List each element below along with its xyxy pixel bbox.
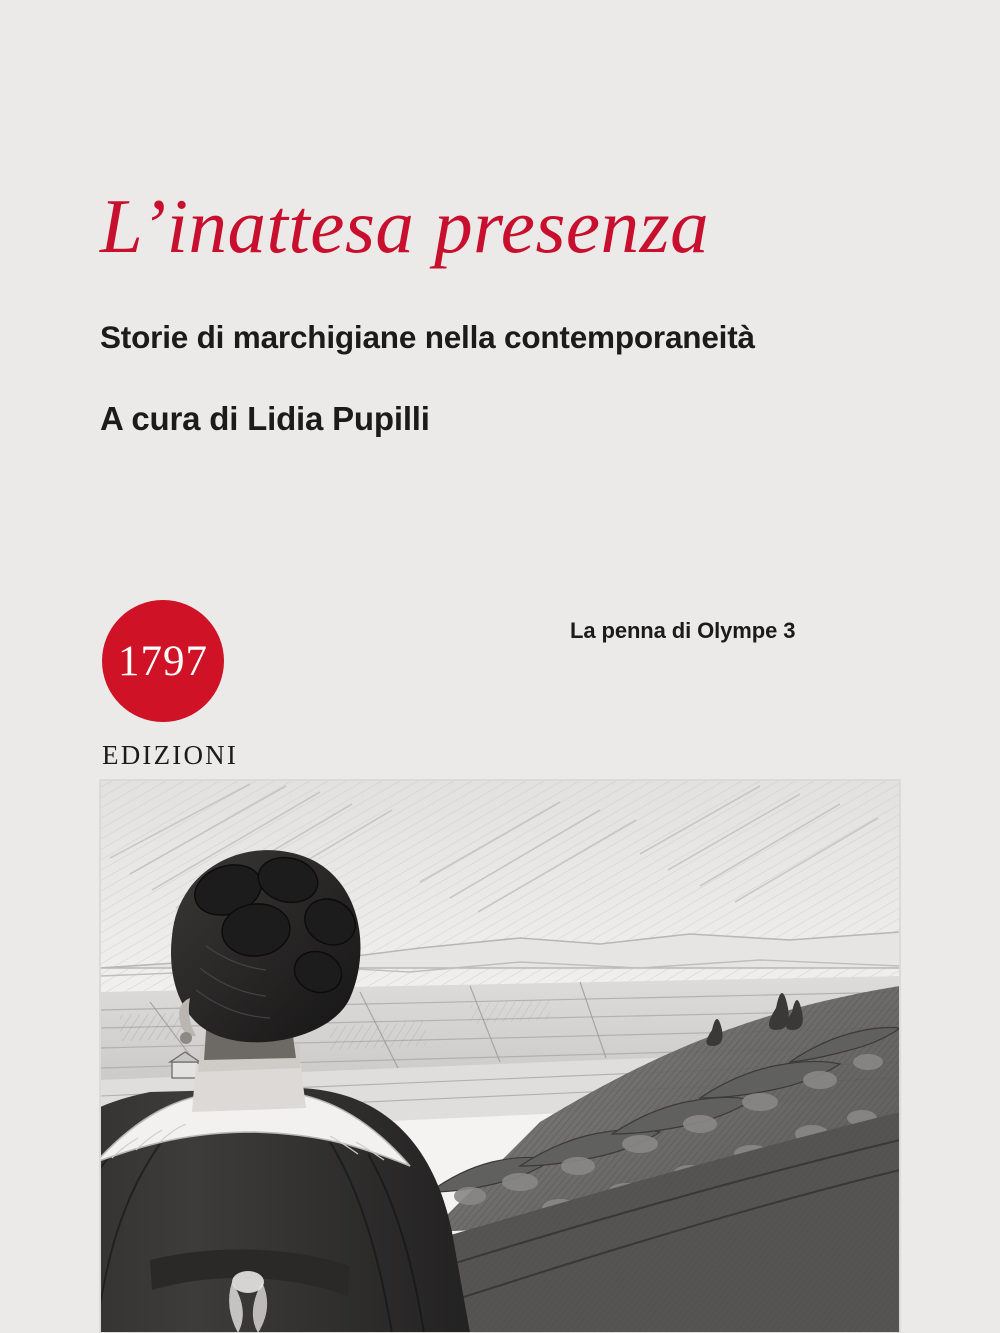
series-label: La penna di Olympe 3 xyxy=(570,618,796,643)
publisher-logo xyxy=(102,600,342,771)
publisher-year: 1797 xyxy=(118,637,208,685)
publisher-logo-circle xyxy=(102,600,224,722)
illustration-drawing xyxy=(0,762,1000,1333)
title-block xyxy=(100,183,920,438)
book-editor: A cura di Lidia Pupilli xyxy=(100,399,430,437)
page-title: L’inattesa presenza xyxy=(100,183,710,269)
cover-illustration xyxy=(0,762,1000,1333)
book-subtitle: Storie di marchigiane nella contemporaneità xyxy=(100,318,755,355)
publisher-name: EDIZIONI xyxy=(102,740,239,770)
